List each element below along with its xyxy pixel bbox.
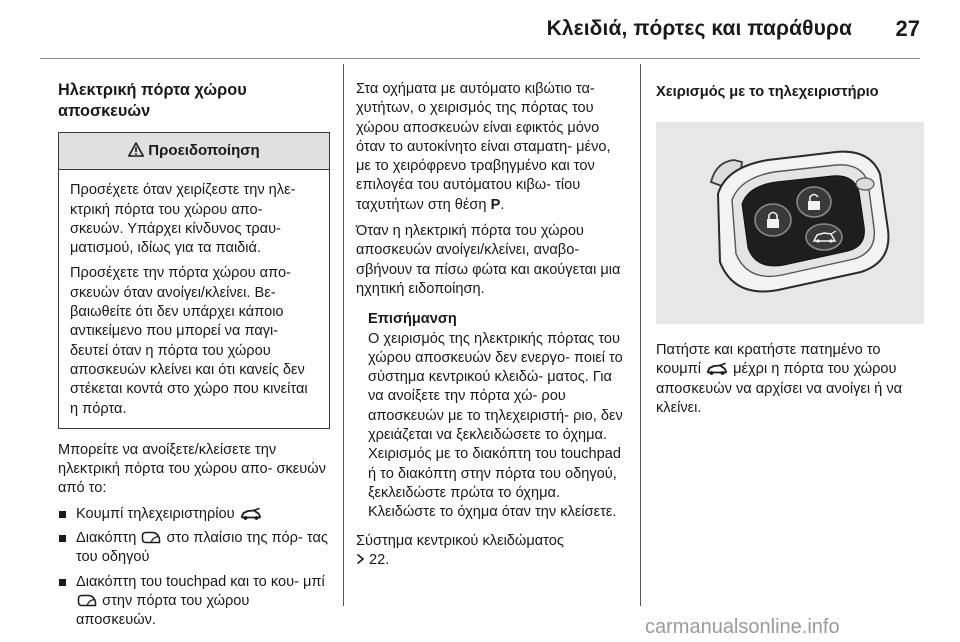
tailgate-car-icon [240, 507, 262, 521]
bullet-icon [59, 511, 66, 518]
tailgate-car-icon [706, 362, 728, 376]
bullet-icon [59, 579, 66, 586]
warning-body [59, 170, 329, 428]
page-header [0, 0, 960, 60]
bullet-icon [59, 535, 66, 542]
column-3 [656, 70, 924, 418]
section-heading: Ηλεκτρική πόρτα χώρου αποσκευών [58, 81, 247, 120]
subsection-heading: Χειρισμός με το τηλεχειριστήριο [656, 84, 879, 100]
paragraph: Όταν η ηλεκτρική πόρτα του χώρου αποσκευών ανοίγει/κλείνει, αναβο- σβήνουν τα πίσω φώτα και ακούγεται μια ηχητική ειδοποίηση. [356, 223, 621, 297]
warning-box [58, 132, 330, 429]
page-reference-icon [356, 553, 365, 565]
column-divider [640, 64, 641, 606]
list-item: Διακόπτη στο πλαίσιο της πόρ- τας του οδηγού [58, 529, 330, 568]
warning-header [59, 133, 329, 170]
column-2 [356, 70, 626, 570]
page-title: Κλειδιά, πόρτες και παράθυρα [546, 17, 852, 40]
gear-position: P [490, 196, 501, 213]
note-title: Επισήμανση [368, 311, 457, 328]
list-item: Κουμπί τηλεχειριστηρίου [58, 505, 330, 524]
remote-key-image [656, 122, 924, 324]
tailgate-switch-icon [141, 531, 161, 545]
header-divider [40, 58, 920, 59]
instruction-paragraph: Πατήστε και κρατήστε πατημένο το κουμπί μέχρι η πόρτα του χώρου αποσκευών να αρχίσει να ανοίγει ή να κλείνει. [656, 342, 903, 416]
bullet-list [58, 505, 330, 631]
column-1 [58, 70, 330, 636]
column-divider [343, 64, 344, 606]
warning-title: Προειδοποίηση [148, 142, 260, 159]
note-box [356, 310, 626, 522]
cross-reference: Σύστημα κεντρικού κλειδώματος 22. [356, 532, 564, 568]
warning-triangle-icon [128, 142, 144, 157]
tailgate-switch-icon [77, 594, 97, 608]
paragraph: Στα οχήματα με αυτόματο κιβώτιο τα- χυτήτων, ο χειρισμός της πόρτας του χώρου αποσκευών είναι εφικτός μόνο όταν το αυτοκίνητο είναι σταματη- μένο, με το χειρόφρενο τραβηγμένο και τον επιλογέα του αυτόματου κιβω- τίου ταχυτήτων στη θέση P. [356, 81, 611, 213]
note-body: Ο χειρισμός της ηλεκτρικής πόρτας του χώρου αποσκευών δεν ενεργο- ποιεί το σύστημα κεντρικού κλειδώ- ματος. Για να ανοίξετε την πόρτα χώ- ρου αποσκευών με το τηλεχειριστή- ριο, δεν χρειάζεται να ξεκλειδώσετε το όχημα. Χειρισμός με το διακόπτη του touchpad ή το διακόπτη στην πόρτα του οδηγού, ξεκλειδώστε πρώτα το όχημα. Κλειδώστε το όχημα όταν την κλείσετε. [368, 330, 623, 521]
list-item: Διακόπτη του touchpad και το κου- μπί στην πόρτα του χώρου αποσκευών. [58, 573, 330, 631]
remote-key-illustration [656, 122, 924, 324]
warning-paragraph: Προσέχετε την πόρτα χώρου απο- σκευών όταν ανοίγει/κλείνει. Βε- βαιωθείτε ότι δεν υπάρχει κάποιο αντικείμενο που μπορεί να παγι- δευτεί όταν η πόρτα του χώρου αποσκευών κλείνει και ότι κανείς δεν στέκεται κοντά στο χώρο που κινείται η πόρτα. [70, 265, 308, 417]
intro-paragraph: Μπορείτε να ανοίξετε/κλείσετε την ηλεκτρική πόρτα του χώρου απο- σκευών από το: [58, 441, 326, 497]
warning-paragraph: Προσέχετε όταν χειρίζεστε την ηλε- κτρική πόρτα του χώρου απο- σκευών. Υπάρχει κίνδυνος τραυ- ματισμού, ιδίως για τα παιδιά. [70, 182, 296, 257]
page-number: 27 [895, 16, 920, 41]
watermark: carmanualsonline.info [645, 616, 840, 638]
reference-link[interactable]: 22. [369, 551, 390, 568]
